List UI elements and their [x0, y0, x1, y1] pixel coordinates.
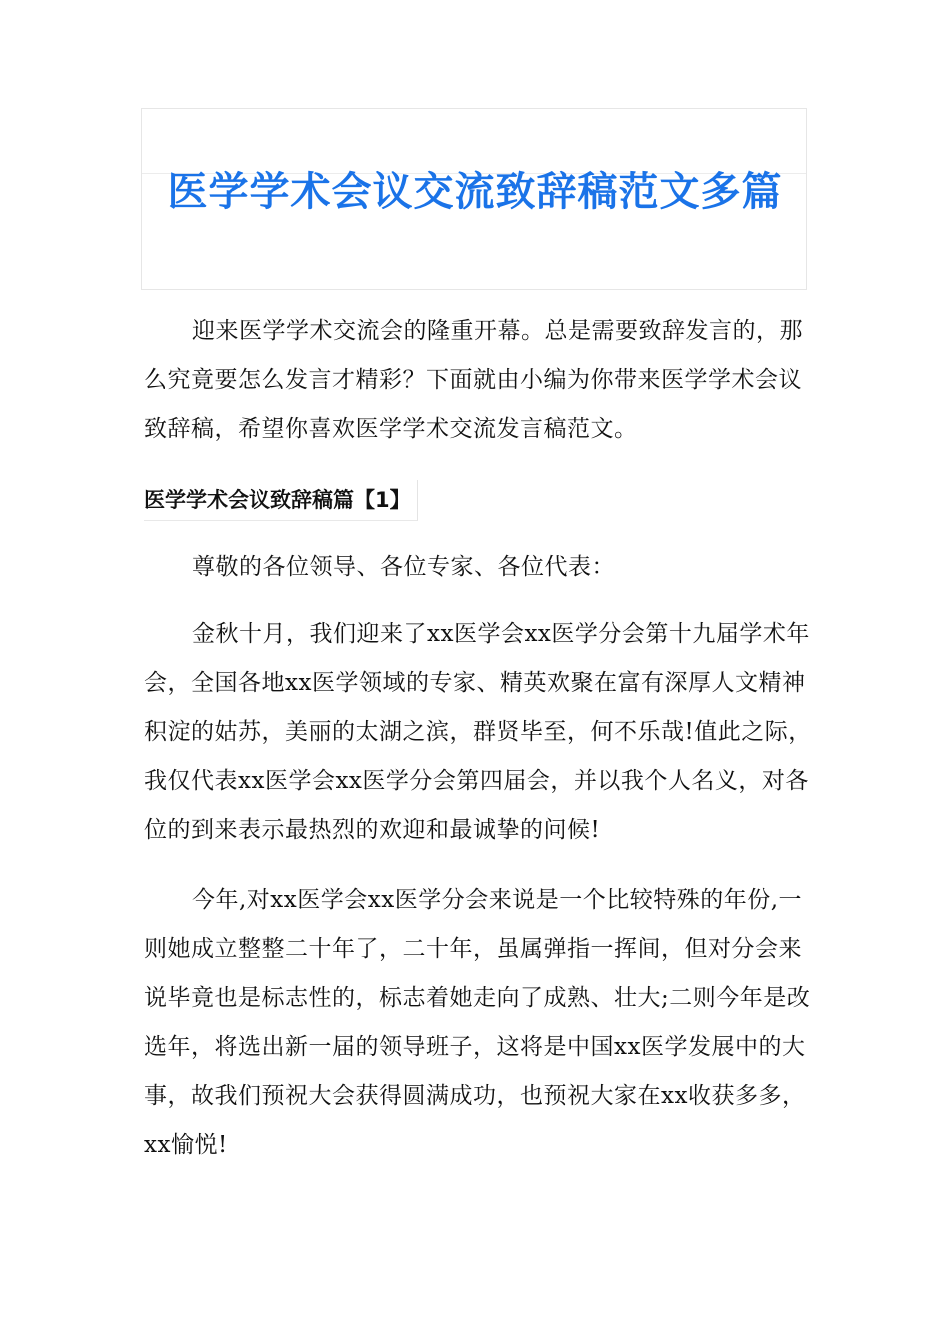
body-paragraph-1: 金秋十月，我们迎来了xx医学会xx医学分会第十九届学术年会，全国各地xx医学领域的专家、精英欢聚在富有深厚人文精神积淀的姑苏，美丽的太湖之滨，群贤毕至，何不乐哉!值此之际，我仅代表xx医学会xx医学分会第四届会，并以我个人名义，对各位的到来表示最热烈的欢迎和最诚挚的问候!: [144, 621, 812, 843]
document-title: 医学学术会议交流致辞稿范文多篇: [167, 169, 783, 215]
salutation: 尊敬的各位领导、各位专家、各位代表：: [192, 554, 615, 580]
body-paragraph-2: 今年,对xx医学会xx医学分会来说是一个比较特殊的年份,一则她成立整整二十年了，二十年，虽属弹指一挥间，但对分会来说毕竟也是标志性的，标志着她走向了成熟、壮大;二则今年是改选年，将选出新一届的领导班子，这将是中国xx医学发展中的大事，故我们预祝大会获得圆满成功，也预祝大家在xx收获多多，xx愉悦!: [144, 887, 811, 1158]
intro-paragraph: 迎来医学学术交流会的隆重开幕。总是需要致辞发言的，那么究竟要怎么发言才精彩？下面就由小编为你带来医学学术会议致辞稿，希望你喜欢医学学术交流发言稿范文。: [144, 318, 803, 442]
section-heading: 医学学术会议致辞稿篇【1】: [144, 480, 418, 521]
